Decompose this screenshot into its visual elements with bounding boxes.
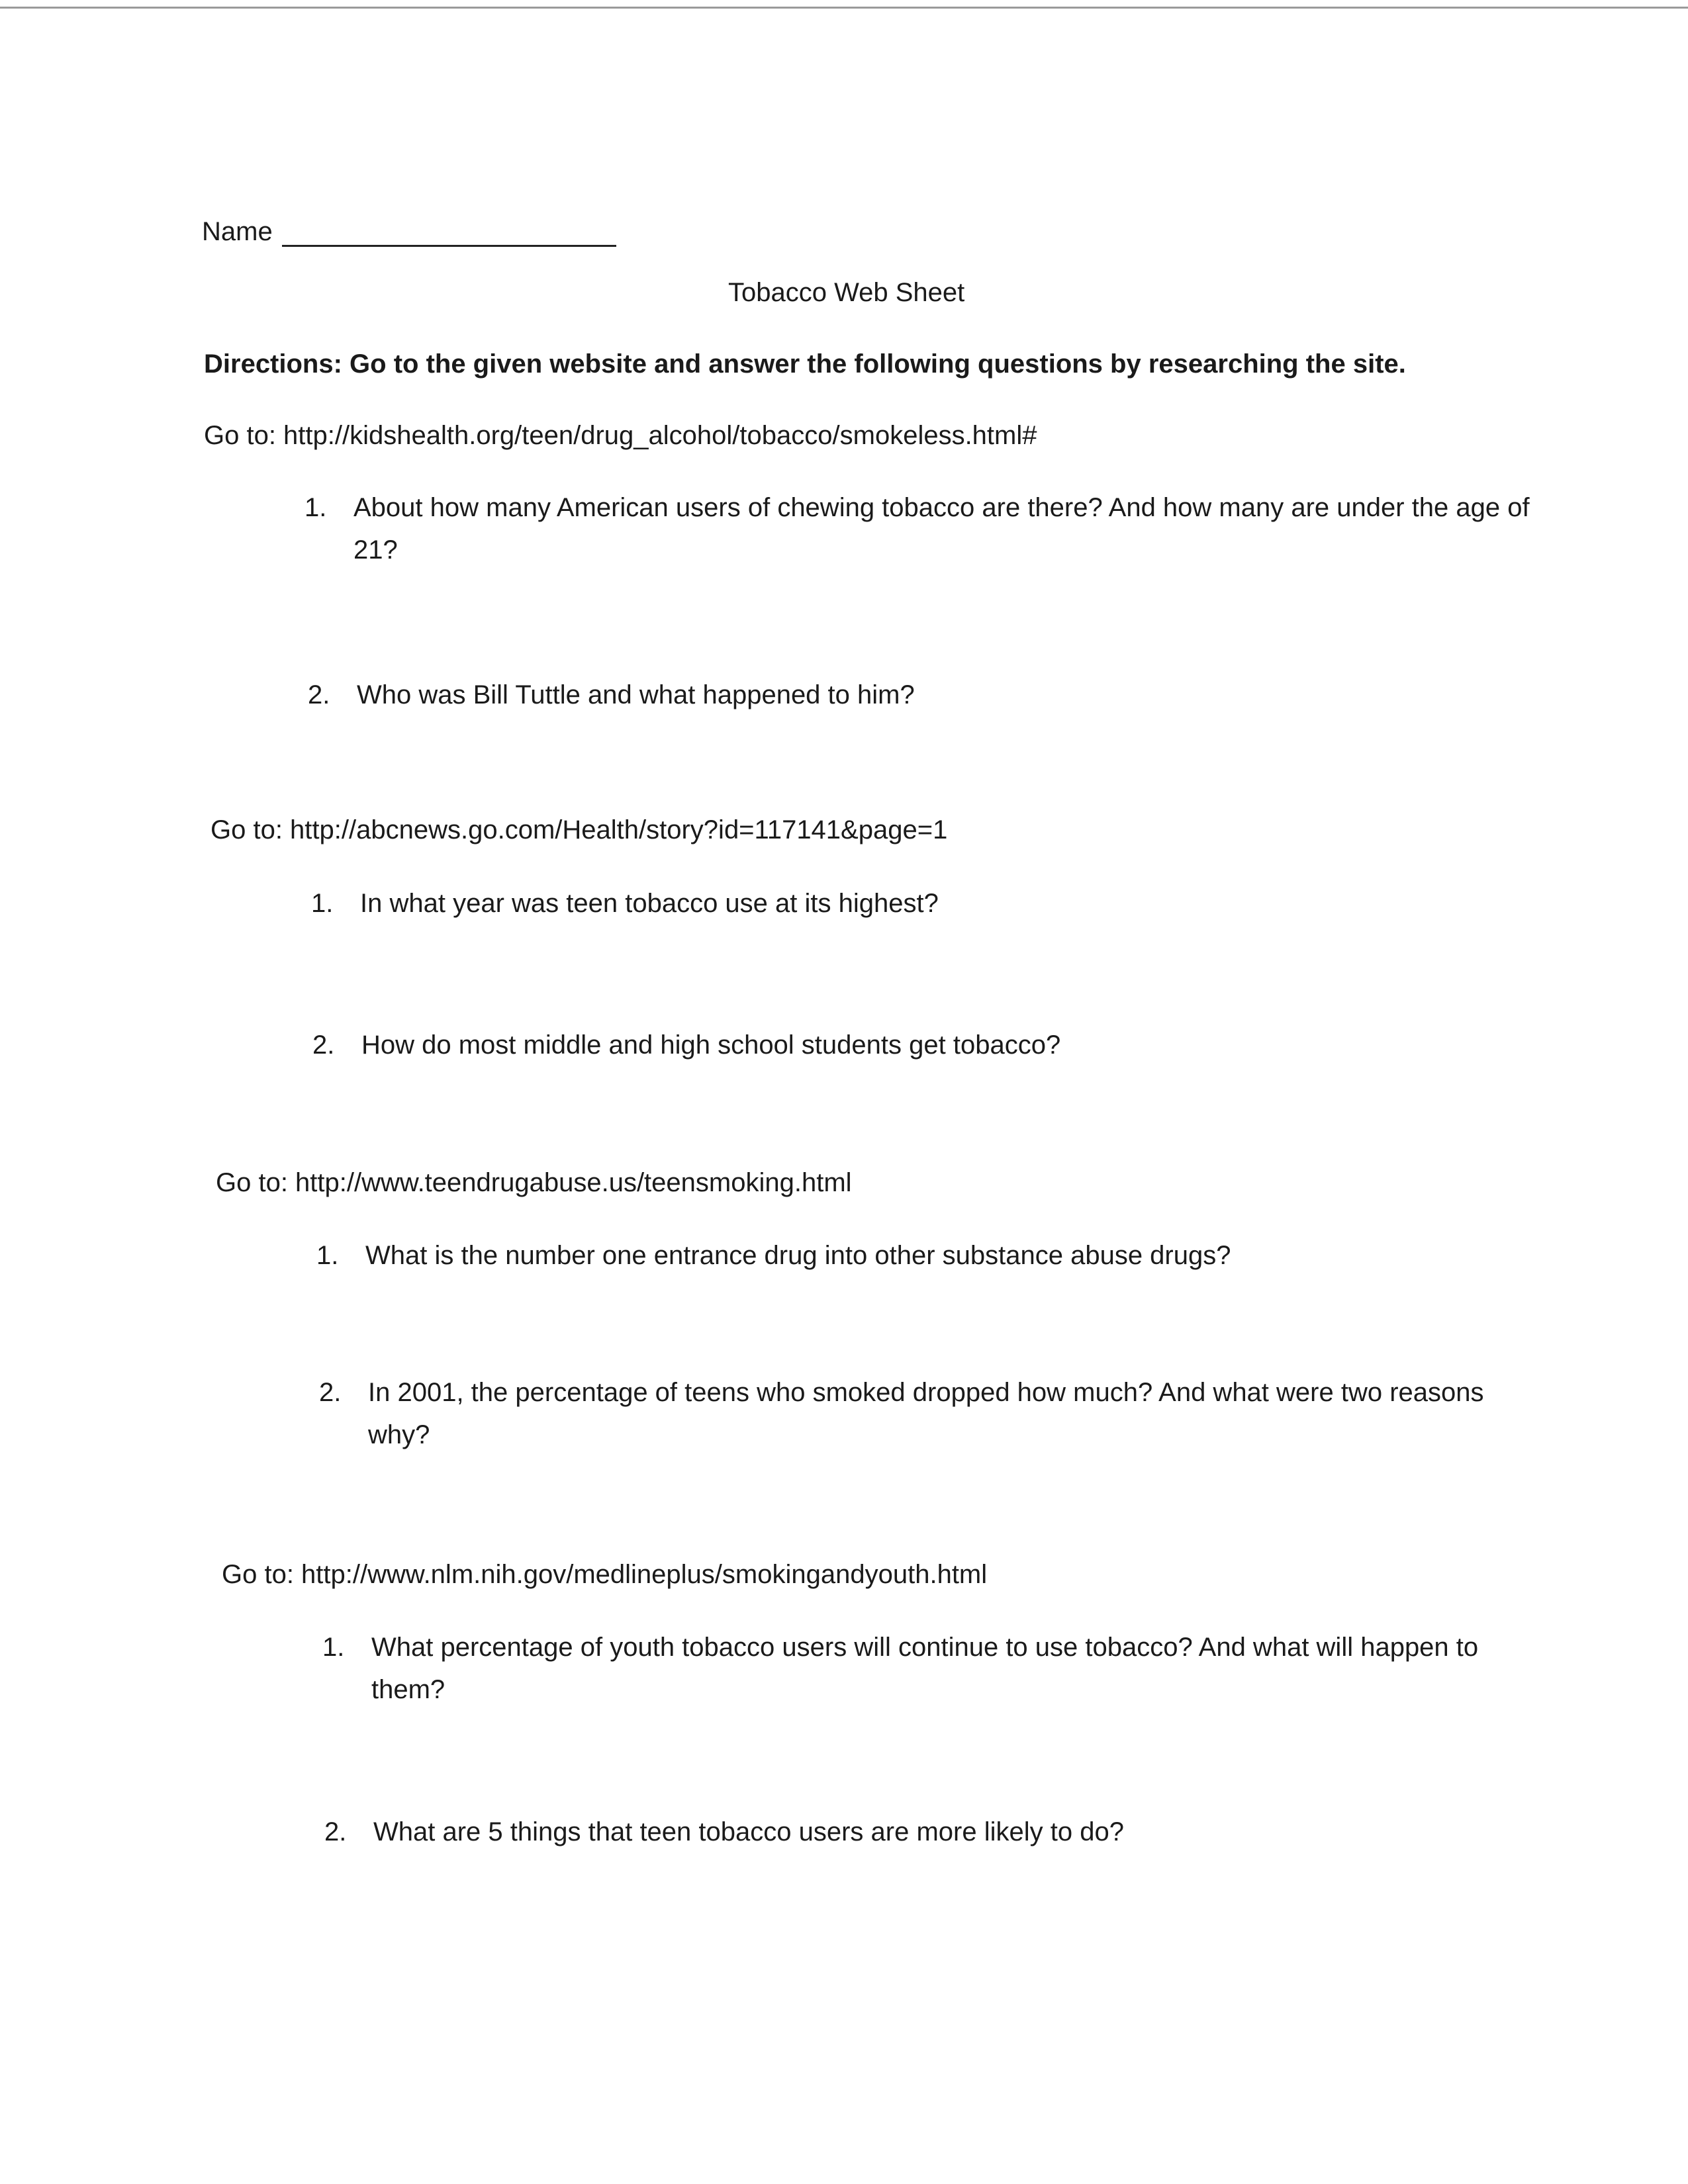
section-4-question-1 <box>322 1626 1510 1711</box>
section-2-question-1 <box>311 882 1485 925</box>
question-text: In 2001, the percentage of teens who smoked dropped how much? And what were two reasons why? <box>368 1378 1484 1449</box>
question-text: Who was Bill Tuttle and what happened to him? <box>357 680 915 709</box>
section-4-url: Go to: http://www.nlm.nih.gov/medlineplus/smokingandyouth.html <box>222 1560 988 1589</box>
question-text: What percentage of youth tobacco users will continue to use tobacco? And what will happen to them? <box>371 1633 1479 1704</box>
question-text: What are 5 things that teen tobacco users are more likely to do? <box>373 1817 1124 1846</box>
section-2-question-2 <box>312 1024 1487 1066</box>
section-1-question-2 <box>308 674 1482 716</box>
question-number: 1. <box>322 1633 345 1662</box>
section-1-question-1 <box>305 486 1545 571</box>
section-1-url: Go to: http://kidshealth.org/teen/drug_alcohol/tobacco/smokeless.html# <box>204 421 1037 450</box>
directions-text: Directions: Go to the given website and answer the following questions by researching the site. <box>204 349 1406 379</box>
question-number: 1. <box>316 1241 339 1270</box>
name-field <box>202 217 616 247</box>
question-number: 2. <box>319 1378 342 1407</box>
question-number: 2. <box>324 1817 347 1846</box>
question-number: 2. <box>312 1030 335 1060</box>
name-blank-line <box>282 218 616 247</box>
question-number: 1. <box>311 889 334 918</box>
question-text: In what year was teen tobacco use at its highest? <box>360 889 939 918</box>
question-text: How do most middle and high school students get tobacco? <box>361 1030 1061 1060</box>
section-3-question-1 <box>316 1234 1491 1277</box>
question-number: 2. <box>308 680 330 709</box>
question-text: What is the number one entrance drug into other substance abuse drugs? <box>365 1241 1231 1270</box>
section-3-question-2 <box>319 1371 1507 1456</box>
question-number: 1. <box>305 493 327 522</box>
question-text: About how many American users of chewing tobacco are there? And how many are under the age of 21? <box>353 493 1530 565</box>
section-2-url: Go to: http://abcnews.go.com/Health/story?id=117141&page=1 <box>211 815 948 844</box>
name-label: Name <box>202 217 273 246</box>
section-4-question-2 <box>324 1811 1499 1853</box>
section-3-url: Go to: http://www.teendrugabuse.us/teensmoking.html <box>216 1168 852 1197</box>
page-title: Tobacco Web Sheet <box>728 278 965 307</box>
